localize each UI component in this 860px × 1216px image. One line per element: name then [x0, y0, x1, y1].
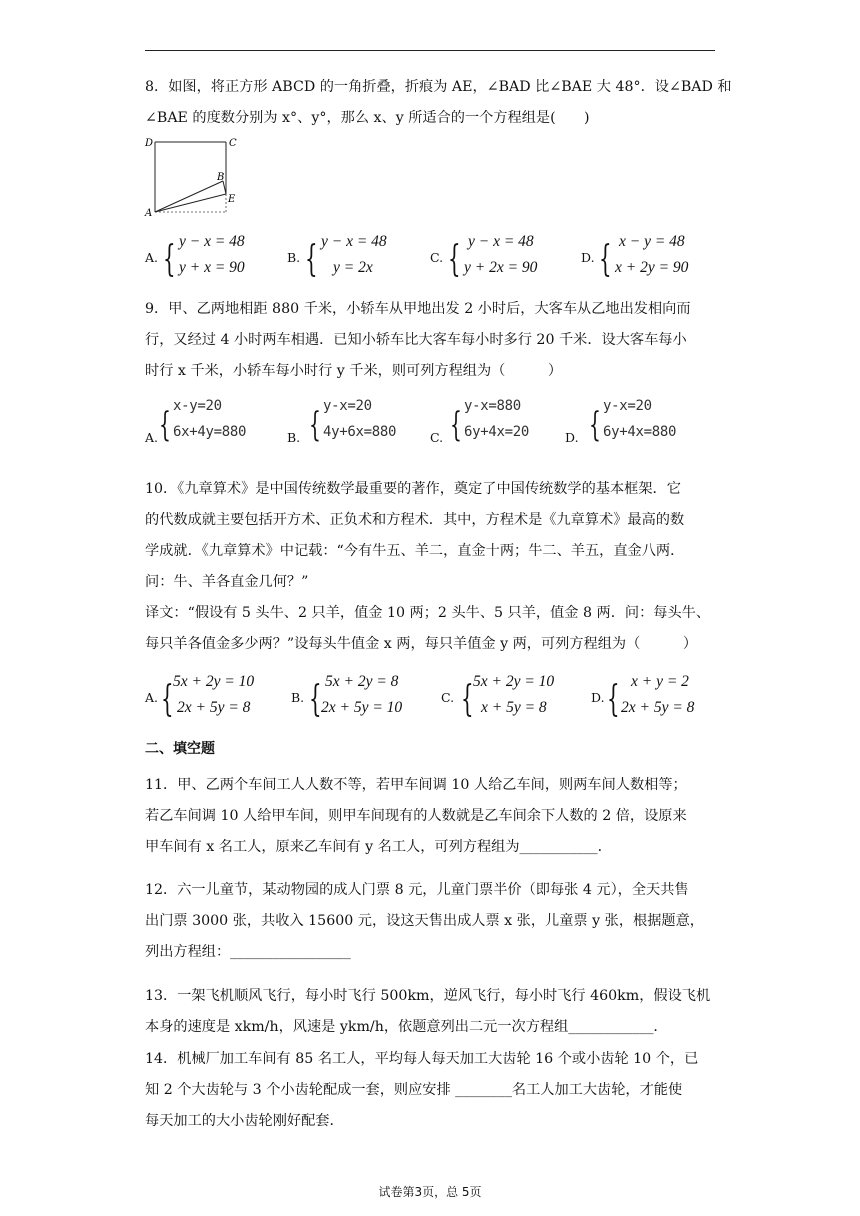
folded-square-figure: [143, 134, 243, 218]
label-a: A: [145, 208, 153, 218]
q13-text: 13．一架飞机顺风飞行，每小时飞行 500km，逆风飞行，每小时飞行 460km，假设飞机 本身的速度是 xkm/h，风速是 ykm/h，依题意列出二元一次方程组____________．: [145, 988, 711, 1035]
q11-text: 11．甲、乙两个车间工人人数不等，若甲车间调 10 人给乙车间，则两车间人数相等； 若乙车间调 10 人给甲车间，则甲车间现有的人数就是乙车间余下人数的 2 倍，设原来 甲车间有 x 名工人，原来乙车间有 y 名工人，可列方程组为___________．: [145, 777, 687, 855]
q9-options: A. { x-y=20 6x+4y=880 B. { y-x=20 4y+6x=880 C. { y-x=880 6y+4x=20 D. { y-x=20 6y+4x=880: [145, 398, 677, 445]
q8-text: 8．如图，将正方形 ABCD 的一角折叠，折痕为 AE，∠BAD 比∠BAE 大 48°．设∠BAD 和 ∠BAE 的度数分别为 x°、y°，那么 x、y 所适合的一个方程组是( ): [145, 79, 732, 126]
q14-text: 14．机械厂加工车间有 85 名工人，平均每人每天加工大齿轮 16 个或小齿轮 10 个，已 知 2 个大齿轮与 3 个小齿轮配成一套，则应安排 ________名工人加工大齿轮，才能使 每天加工的大小齿轮刚好配套．: [145, 1051, 699, 1129]
header-rule: [145, 50, 715, 51]
section-title: 二、填空题: [145, 741, 215, 757]
q12-text: 12．六一儿童节，某动物园的成人门票 8 元，儿童门票半价（即每张 4 元），全天共售 出门票 3000 张，共收入 15600 元，设这天售出成人票 x 张，儿童票 y 张，根据题意， 列出方程组：_________________: [145, 882, 704, 960]
q10-options: A. { 5x + 2y = 10 2x + 5y = 8 B. { 5x + 2y = 8 2x + 5y = 10 C. { 5x + 2y = 10 x + 5y = 8 D. { x + y = 2 2x + 5y = 8: [145, 673, 695, 720]
label-e: E: [228, 194, 236, 205]
q10-text: 10．《九章算术》是中国传统数学最重要的著作，奠定了中国传统数学的基本框架．它 的代数成就主要包括开方术、正负术和方程术．其中，方程术是《九章算术》最高的数 学成就．《九章算术》中记载：“今有牛五、羊二，直金十两；牛二、羊五，直金八两． 问：牛、羊各直金几何？” 译文：“假设有 5 头牛、2 只羊，值金 10 两；2 头牛、5 只羊，值金 8 两．问：每头牛、 每只羊各值金多少两？”设每头牛值金 x 两，每只羊值金 y 两，可列方程组为（ ）: [145, 481, 711, 652]
q8-options: A. { y − x = 48 y + x = 90 B. { y − x = 48 y = 2x C. { y − x = 48 y + 2x = 90 D. { x − y = 48 x + 2y = 90: [145, 233, 689, 280]
label-d: D: [145, 138, 154, 149]
page-footer: 试卷第3页，总 5页: [378, 1185, 482, 1199]
label-b: B: [217, 172, 225, 183]
q9-text: 9．甲、乙两地相距 880 千米，小轿车从甲地出发 2 小时后，大客车从乙地出发相向而 行，又经过 4 小时两车相遇．已知小轿车比大客车每小时多行 20 千米．设大客车每小 时行 x 千米，小轿车每小时行 y 千米，则可列方程组为（ ）: [145, 301, 691, 379]
label-c: C: [229, 138, 237, 149]
